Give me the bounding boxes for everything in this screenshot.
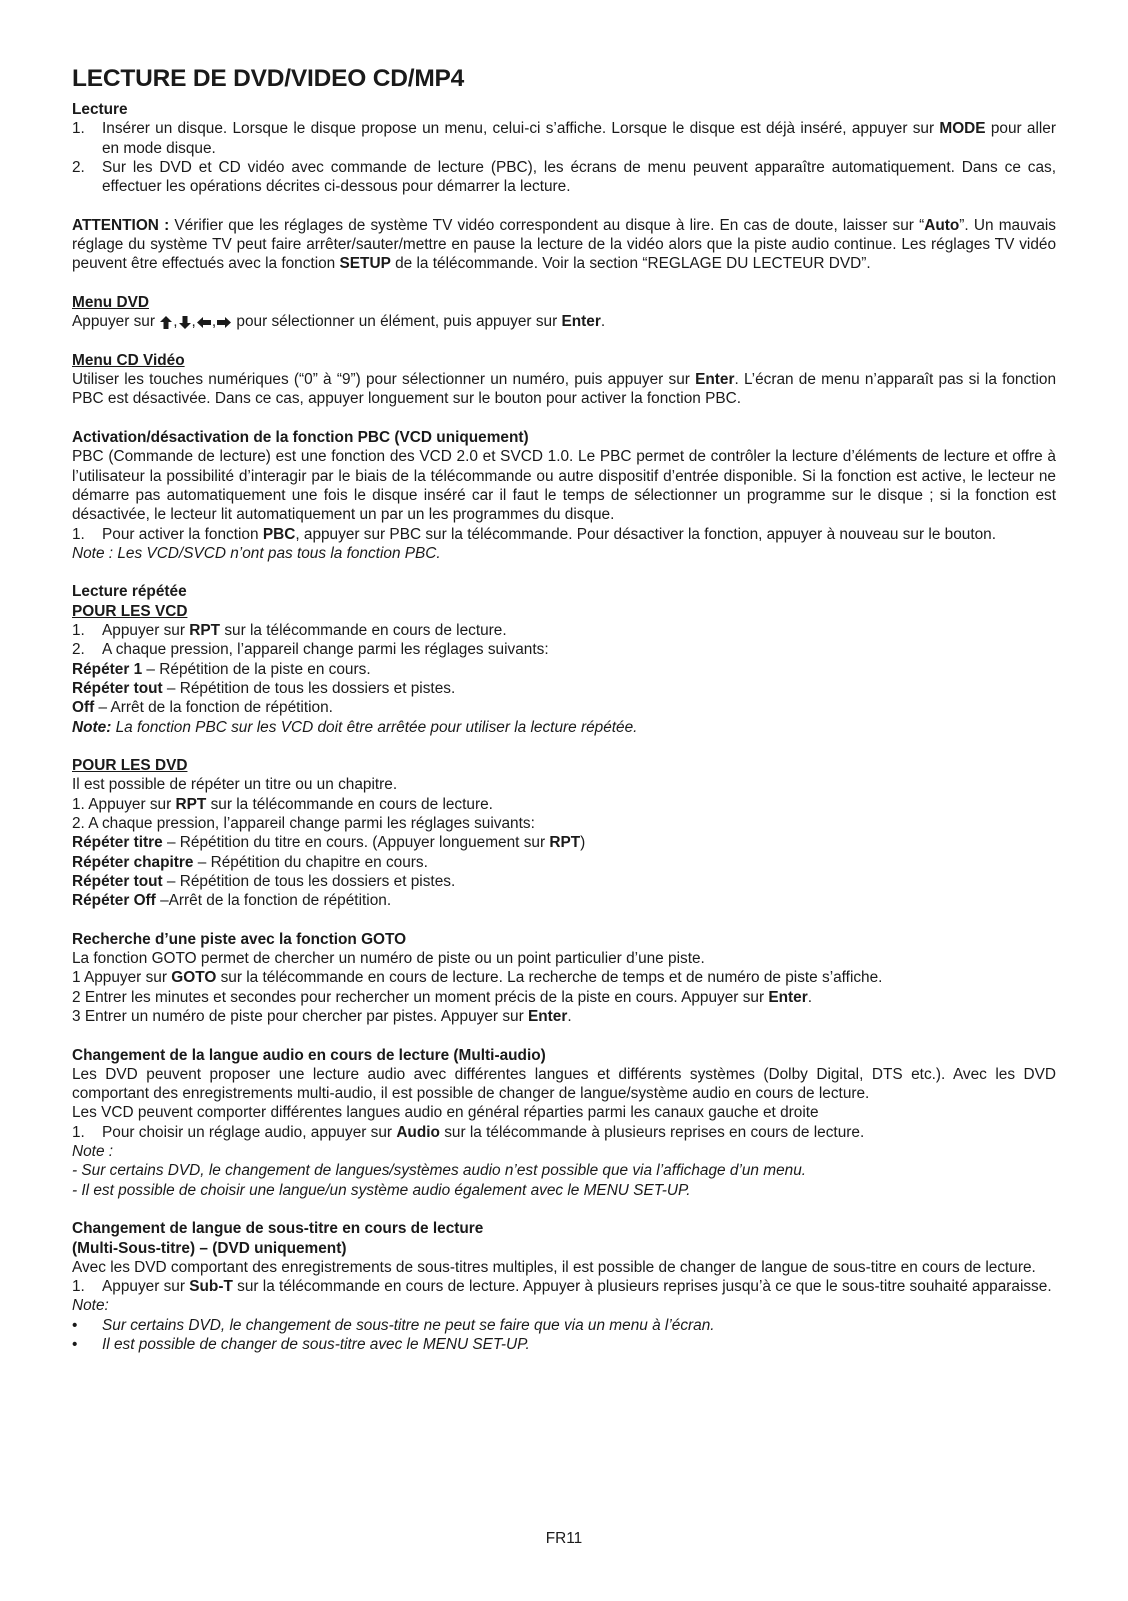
- audio-note-label: Note :: [72, 1143, 114, 1161]
- repeat-option: Répéter 1 – Répétition de la piste en cours.: [72, 660, 371, 678]
- repeat-dvd-heading: POUR LES DVD: [72, 757, 188, 775]
- audio-note: - Il est possible de choisir une langue/un système audio également avec le MENU SET-UP.: [72, 1181, 691, 1199]
- bullet-icon: •: [72, 1336, 78, 1353]
- list-item: 1. Insérer un disque. Lorsque le disque propose un menu, celui-ci s’affiche. Lorsque le disque est déjà inséré, appuyer sur MODE pour aller en mode disque.: [72, 120, 1056, 157]
- goto-heading: Recherche d’une piste avec la fonction GOTO: [72, 930, 407, 948]
- repeat-dvd-step: 2. A chaque pression, l’appareil change parmi les réglages suivants:: [72, 814, 535, 832]
- repeat-option: Répéter tout – Répétition de tous les dossiers et pistes.: [72, 679, 456, 697]
- list-item: 2. A chaque pression, l’appareil change parmi les réglages suivants:: [72, 641, 549, 659]
- audio-heading: Changement de la langue audio en cours de lecture (Multi-audio): [72, 1046, 546, 1064]
- arrow-left-icon: [197, 317, 211, 328]
- audio-paragraph-vcd: Les VCD peuvent comporter différentes langues audio en général réparties parmi les canaux gauche et droite: [72, 1104, 819, 1122]
- goto-step: 3 Entrer un numéro de piste pour chercher par pistes. Appuyer sur Enter.: [72, 1007, 572, 1025]
- goto-intro: La fonction GOTO permet de chercher un numéro de piste ou un point particulier d’une piste.: [72, 950, 705, 968]
- menu-cd-paragraph: Utiliser les touches numériques (“0” à “9”) pour sélectionner un numéro, puis appuyer sur Enter. L’écran de menu n’apparaît pas si la fonction PBC est désactivée. Dans ce cas, appuyer longuement sur le bouton pour activer la fonction PBC.: [72, 371, 1057, 408]
- repeat-option: Répéter titre – Répétition du titre en cours. (Appuyer longuement sur RPT): [72, 834, 586, 852]
- list-item: 1. Pour choisir un réglage audio, appuyer sur Audio sur la télécommande à plusieurs reprises en cours de lecture.: [72, 1123, 865, 1141]
- list-item: 1. Appuyer sur Sub-T sur la télécommande en cours de lecture. Appuyer à plusieurs reprises jusqu’à ce que le sous-titre souhaité apparaisse.: [72, 1278, 1052, 1296]
- subtitle-heading: Changement de langue de sous-titre en cours de lecture: [72, 1220, 484, 1238]
- repeat-vcd-heading: POUR LES VCD: [72, 602, 188, 620]
- page-title: LECTURE DE DVD/VIDEO CD/MP4: [72, 65, 465, 92]
- list-item: 2. Sur les DVD et CD vidéo avec commande de lecture (PBC), les écrans de menu peuvent apparaître automatiquement. Dans ce cas, effectuer les opérations décrites ci-dessous pour démarrer la lecture.: [72, 158, 1056, 196]
- subtitle-note-label: Note:: [72, 1297, 109, 1315]
- arrow-up-icon: [160, 316, 172, 329]
- manual-page: [72, 66, 1056, 1354]
- lecture-heading: Lecture: [72, 101, 128, 118]
- bullet-icon: •: [72, 1316, 78, 1334]
- repeat-vcd-note: Note: La fonction PBC sur les VCD doit être arrêtée pour utiliser la lecture répétée.: [72, 718, 638, 736]
- repeat-option: Répéter tout – Répétition de tous les dossiers et pistes.: [72, 872, 456, 890]
- list-item: 1. Pour activer la fonction PBC, appuyer sur PBC sur la télécommande. Pour désactiver la fonction, appuyer à nouveau sur le bouton.: [72, 525, 997, 543]
- page-number: FR11: [545, 1530, 583, 1547]
- goto-step: 1 Appuyer sur GOTO sur la télécommande en cours de lecture. La recherche de temps et de numéro de piste s’affiche.: [72, 969, 883, 987]
- arrow-down-icon: [179, 316, 191, 329]
- bullet-item: • Sur certains DVD, le changement de sous-titre ne peut se faire que via un menu à l’écran.: [72, 1316, 715, 1334]
- subtitle-paragraph: Avec les DVD comportant des enregistrements de sous-titres multiples, il est possible de changer de langue de sous-titre en cours de lecture.: [72, 1258, 1036, 1276]
- pbc-note: Note : Les VCD/SVCD n’ont pas tous la fonction PBC.: [72, 544, 441, 562]
- list-item: 1. Appuyer sur RPT sur la télécommande en cours de lecture.: [72, 622, 507, 640]
- pbc-heading: Activation/désactivation de la fonction PBC (VCD uniquement): [72, 429, 529, 447]
- repeat-dvd-intro: Il est possible de répéter un titre ou un chapitre.: [72, 776, 398, 794]
- repeat-option: Off – Arrêt de la fonction de répétition.: [72, 699, 333, 717]
- bullet-item: • Il est possible de changer de sous-titre avec le MENU SET-UP.: [72, 1336, 530, 1353]
- audio-note: - Sur certains DVD, le changement de langues/systèmes audio n’est possible que via l’affichage d’un menu.: [72, 1162, 807, 1180]
- repeat-heading: Lecture répétée: [72, 583, 187, 601]
- menu-cd-heading: Menu CD Vidéo: [72, 351, 185, 369]
- subtitle-heading-2: (Multi-Sous-titre) – (DVD uniquement): [72, 1239, 347, 1257]
- repeat-option: Répéter Off –Arrêt de la fonction de répétition.: [72, 892, 392, 910]
- repeat-option: Répéter chapitre – Répétition du chapitre en cours.: [72, 853, 428, 871]
- repeat-dvd-step: 1. Appuyer sur RPT sur la télécommande en cours de lecture.: [72, 795, 493, 813]
- goto-step: 2 Entrer les minutes et secondes pour rechercher un moment précis de la piste en cours. Appuyer sur Enter.: [72, 988, 812, 1006]
- arrow-right-icon: [217, 317, 231, 328]
- attention-paragraph: ATTENTION : Vérifier que les réglages de système TV vidéo correspondent au disque à lire. En cas de doute, laisser sur “Auto”. Un mauvais réglage du système TV peut faire arrêter/sauter/mettre en pause la lecture de la vidéo alors que la piste audio continue. Les réglages TV vidéo peuvent être effectués avec la fonction SETUP de la télécommande. Voir la section “REGLAGE DU LECTEUR DVD”.: [72, 216, 1057, 273]
- pbc-paragraph: PBC (Commande de lecture) est une fonction des VCD 2.0 et SVCD 1.0. Le PBC permet de contrôler la lecture d’éléments de lecture et offre à l’utilisateur la possibilité d’interagir par le biais de la télécommande ou autre dispositif d’entrée disponible. Si la fonction est active, le lecteur ne démarre pas automatiquement une fois le disque inséré car il faut le temps de sélectionner un programme sur le disque ; si la fonction est désactivée, le lecteur lit automatiquement un par un les programmes du disque.: [72, 448, 1056, 524]
- audio-paragraph: Les DVD peuvent proposer une lecture audio avec différentes langues et différents systèmes (Dolby Digital, DTS etc.). Avec les DVD comportant des enregistrements multi-audio, il est possible de changer de langue/système audio en cours de lecture.: [72, 1065, 1056, 1103]
- menu-dvd-paragraph: Appuyer sur , , , pour sélectionner un élément, puis appuyer sur Enter.: [72, 313, 606, 331]
- menu-dvd-heading: Menu DVD: [72, 293, 149, 311]
